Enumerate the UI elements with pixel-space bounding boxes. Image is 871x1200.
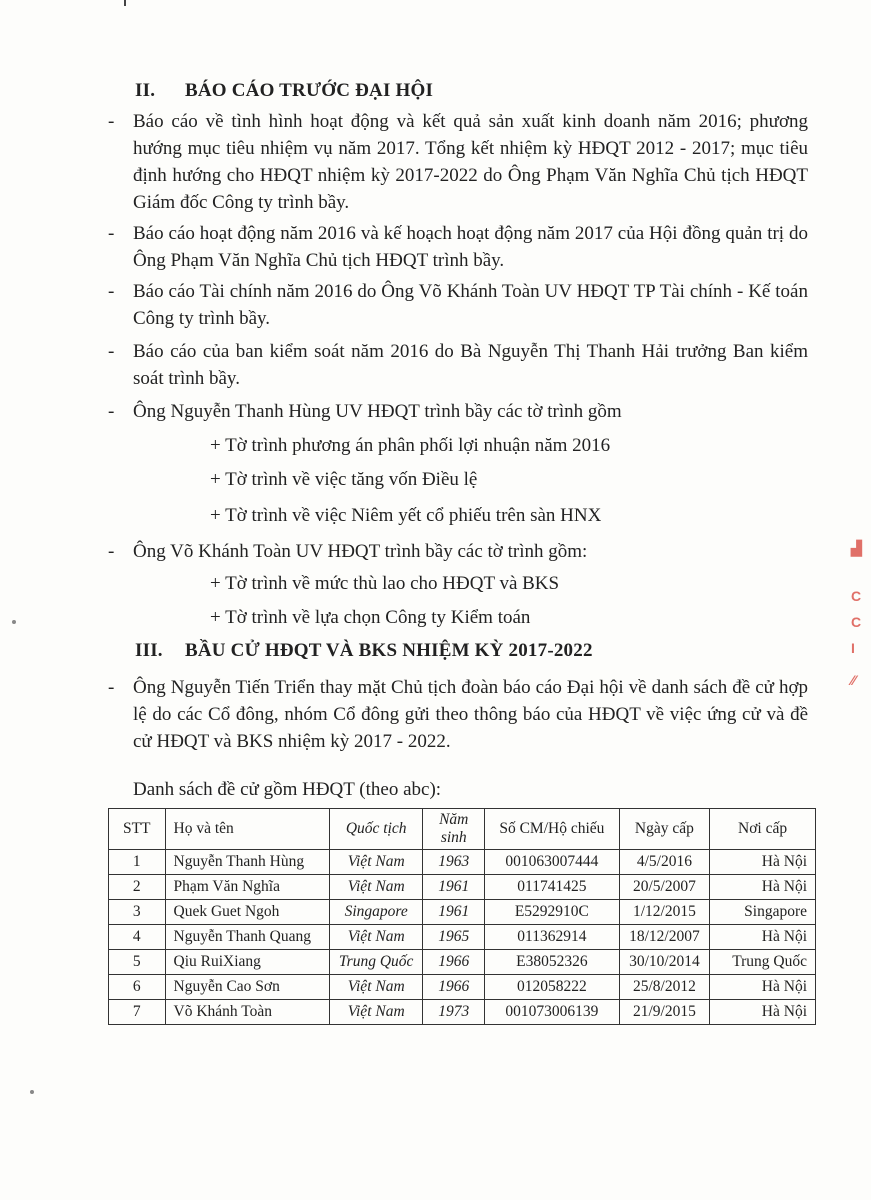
section-3-number: III.: [135, 640, 163, 661]
report-item-6: [108, 538, 808, 565]
cell-stt: 3: [109, 900, 166, 925]
cell-id-number: 011741425: [485, 875, 620, 900]
stamp-mark: ⁄⁄: [851, 672, 856, 688]
proposal-remuneration: + Tờ trình về mức thù lao cho HĐQT và BKS: [210, 573, 560, 594]
cell-issue-date: 30/10/2014: [619, 950, 709, 975]
report-item-3-text: Báo cáo Tài chính năm 2016 do Ông Võ Khánh Toàn UV HĐQT TP Tài chính - Kế toán Công ty trình bầy.: [133, 281, 808, 329]
cell-birth-year: 1966: [423, 950, 485, 975]
cell-id-number: 001063007444: [485, 850, 620, 875]
report-item-1: [108, 108, 808, 216]
table-header-row: [109, 809, 816, 850]
proposal-auditor-selection: + Tờ trình về lựa chọn Công ty Kiểm toán: [210, 607, 531, 628]
cell-nationality: Singapore: [329, 900, 423, 925]
report-item-4: [108, 338, 808, 392]
cell-issue-date: 20/5/2007: [619, 875, 709, 900]
bullet-dash: -: [108, 341, 115, 362]
report-item-3: [108, 278, 808, 332]
red-stamp-fragment: [831, 540, 871, 710]
cell-stt: 6: [109, 975, 166, 1000]
proposal-profit-distribution: + Tờ trình phương án phân phối lợi nhuận năm 2016: [210, 435, 611, 456]
header-issue-place: Nơi cấp: [710, 809, 816, 850]
cell-issue-place: Hà Nội: [710, 1000, 816, 1025]
section-2-heading: [135, 80, 433, 102]
candidate-rows: [109, 850, 816, 1025]
cell-issue-date: 18/12/2007: [619, 925, 709, 950]
header-birth-year: Năm sinh: [423, 809, 485, 850]
cell-nationality: Việt Nam: [329, 875, 423, 900]
report-item-5: [108, 398, 808, 425]
table-row: [109, 850, 816, 875]
header-id-number: Số CM/Hộ chiếu: [485, 809, 620, 850]
table-row: [109, 1000, 816, 1025]
cell-name: Nguyễn Thanh Hùng: [165, 850, 329, 875]
cell-nationality: Việt Nam: [329, 1000, 423, 1025]
bullet-dash: -: [108, 401, 115, 422]
bullet-dash: -: [108, 281, 115, 302]
stamp-letter: I: [851, 640, 855, 656]
cell-stt: 2: [109, 875, 166, 900]
bullet-dash: -: [108, 223, 115, 244]
cell-name: Qiu RuiXiang: [165, 950, 329, 975]
cell-stt: 1: [109, 850, 166, 875]
cell-issue-place: Trung Quốc: [710, 950, 816, 975]
table-row: [109, 950, 816, 975]
cell-name: Nguyễn Thanh Quang: [165, 925, 329, 950]
report-item-1-text: Báo cáo về tình hình hoạt động và kết quả sản xuất kinh doanh năm 2016; phương hướng mục tiêu nhiệm vụ năm 2017. Tổng kết nhiệm kỳ HĐQT 2012 - 2017; mục tiêu định hướng cho HĐQT nhiệm kỳ 2017-2022 do Ông Phạm Văn Nghĩa Chủ tịch HĐQT Giám đốc Công ty trình bầy.: [133, 111, 808, 213]
bullet-dash: -: [108, 677, 115, 698]
report-item-2-text: Báo cáo hoạt động năm 2016 và kế hoạch hoạt động năm 2017 của Hội đồng quản trị do Ông Phạm Văn Nghĩa Chủ tịch HĐQT trình bầy.: [133, 223, 808, 271]
cell-birth-year: 1966: [423, 975, 485, 1000]
cell-birth-year: 1965: [423, 925, 485, 950]
scan-mark: [124, 0, 126, 6]
cell-issue-place: Hà Nội: [710, 925, 816, 950]
cell-issue-place: Hà Nội: [710, 850, 816, 875]
header-stt: STT: [109, 809, 166, 850]
header-nationality: Quốc tịch: [329, 809, 423, 850]
cell-issue-date: 4/5/2016: [619, 850, 709, 875]
cell-id-number: 011362914: [485, 925, 620, 950]
scan-speck: [12, 620, 16, 624]
stamp-mark: ▟: [851, 540, 862, 556]
section-3-heading: [135, 640, 593, 662]
report-item-4-text: Báo cáo của ban kiểm soát năm 2016 do Bà Nguyễn Thị Thanh Hải trưởng Ban kiểm soát trình bầy.: [133, 341, 808, 389]
table-row: [109, 975, 816, 1000]
stamp-letter: C: [851, 588, 862, 604]
cell-nationality: Trung Quốc: [329, 950, 423, 975]
cell-name: Võ Khánh Toàn: [165, 1000, 329, 1025]
section-3-title: BẦU CỬ HĐQT VÀ BKS NHIỆM KỲ 2017-2022: [185, 640, 593, 661]
cell-stt: 5: [109, 950, 166, 975]
bullet-dash: -: [108, 541, 115, 562]
cell-stt: 4: [109, 925, 166, 950]
cell-issue-date: 25/8/2012: [619, 975, 709, 1000]
cell-nationality: Việt Nam: [329, 925, 423, 950]
cell-nationality: Việt Nam: [329, 975, 423, 1000]
table-row: [109, 875, 816, 900]
scan-speck: [30, 1090, 34, 1094]
table-row: [109, 900, 816, 925]
report-item-6-text: Ông Võ Khánh Toàn UV HĐQT trình bầy các tờ trình gồm:: [133, 541, 588, 562]
cell-issue-place: Hà Nội: [710, 875, 816, 900]
cell-id-number: E5292910C: [485, 900, 620, 925]
cell-issue-date: 1/12/2015: [619, 900, 709, 925]
election-item-text: Ông Nguyễn Tiến Triển thay mặt Chủ tịch đoàn báo cáo Đại hội về danh sách đề cử hợp lệ do các Cổ đông, nhóm Cổ đông gửi theo thông báo của HĐQT về việc ứng cử và đề cử HĐQT và BKS nhiệm kỳ 2017 - 2022.: [133, 677, 808, 752]
candidate-list-caption: Danh sách đề cử gồm HĐQT (theo abc):: [133, 779, 442, 800]
section-2-number: II.: [135, 80, 156, 101]
report-item-5-text: Ông Nguyễn Thanh Hùng UV HĐQT trình bầy các tờ trình gồm: [133, 401, 622, 422]
header-issue-date: Ngày cấp: [619, 809, 709, 850]
cell-name: Nguyễn Cao Sơn: [165, 975, 329, 1000]
election-item: [108, 674, 808, 755]
cell-stt: 7: [109, 1000, 166, 1025]
cell-birth-year: 1963: [423, 850, 485, 875]
section-2-title: BÁO CÁO TRƯỚC ĐẠI HỘI: [185, 80, 434, 101]
stamp-letter: C: [851, 614, 862, 630]
proposal-capital-increase: + Tờ trình về việc tăng vốn Điều lệ: [210, 469, 478, 490]
proposal-hnx-listing: + Tờ trình về việc Niêm yết cổ phiếu trên sàn HNX: [210, 505, 602, 526]
cell-birth-year: 1973: [423, 1000, 485, 1025]
table-row: [109, 925, 816, 950]
cell-name: Phạm Văn Nghĩa: [165, 875, 329, 900]
header-name: Họ và tên: [165, 809, 329, 850]
cell-id-number: 012058222: [485, 975, 620, 1000]
cell-birth-year: 1961: [423, 900, 485, 925]
cell-issue-place: Singapore: [710, 900, 816, 925]
cell-name: Quek Guet Ngoh: [165, 900, 329, 925]
cell-id-number: 001073006139: [485, 1000, 620, 1025]
cell-nationality: Việt Nam: [329, 850, 423, 875]
bullet-dash: -: [108, 111, 115, 132]
cell-issue-place: Hà Nội: [710, 975, 816, 1000]
report-item-2: [108, 220, 808, 274]
cell-birth-year: 1961: [423, 875, 485, 900]
cell-issue-date: 21/9/2015: [619, 1000, 709, 1025]
candidate-table: [108, 808, 816, 1025]
cell-id-number: E38052326: [485, 950, 620, 975]
